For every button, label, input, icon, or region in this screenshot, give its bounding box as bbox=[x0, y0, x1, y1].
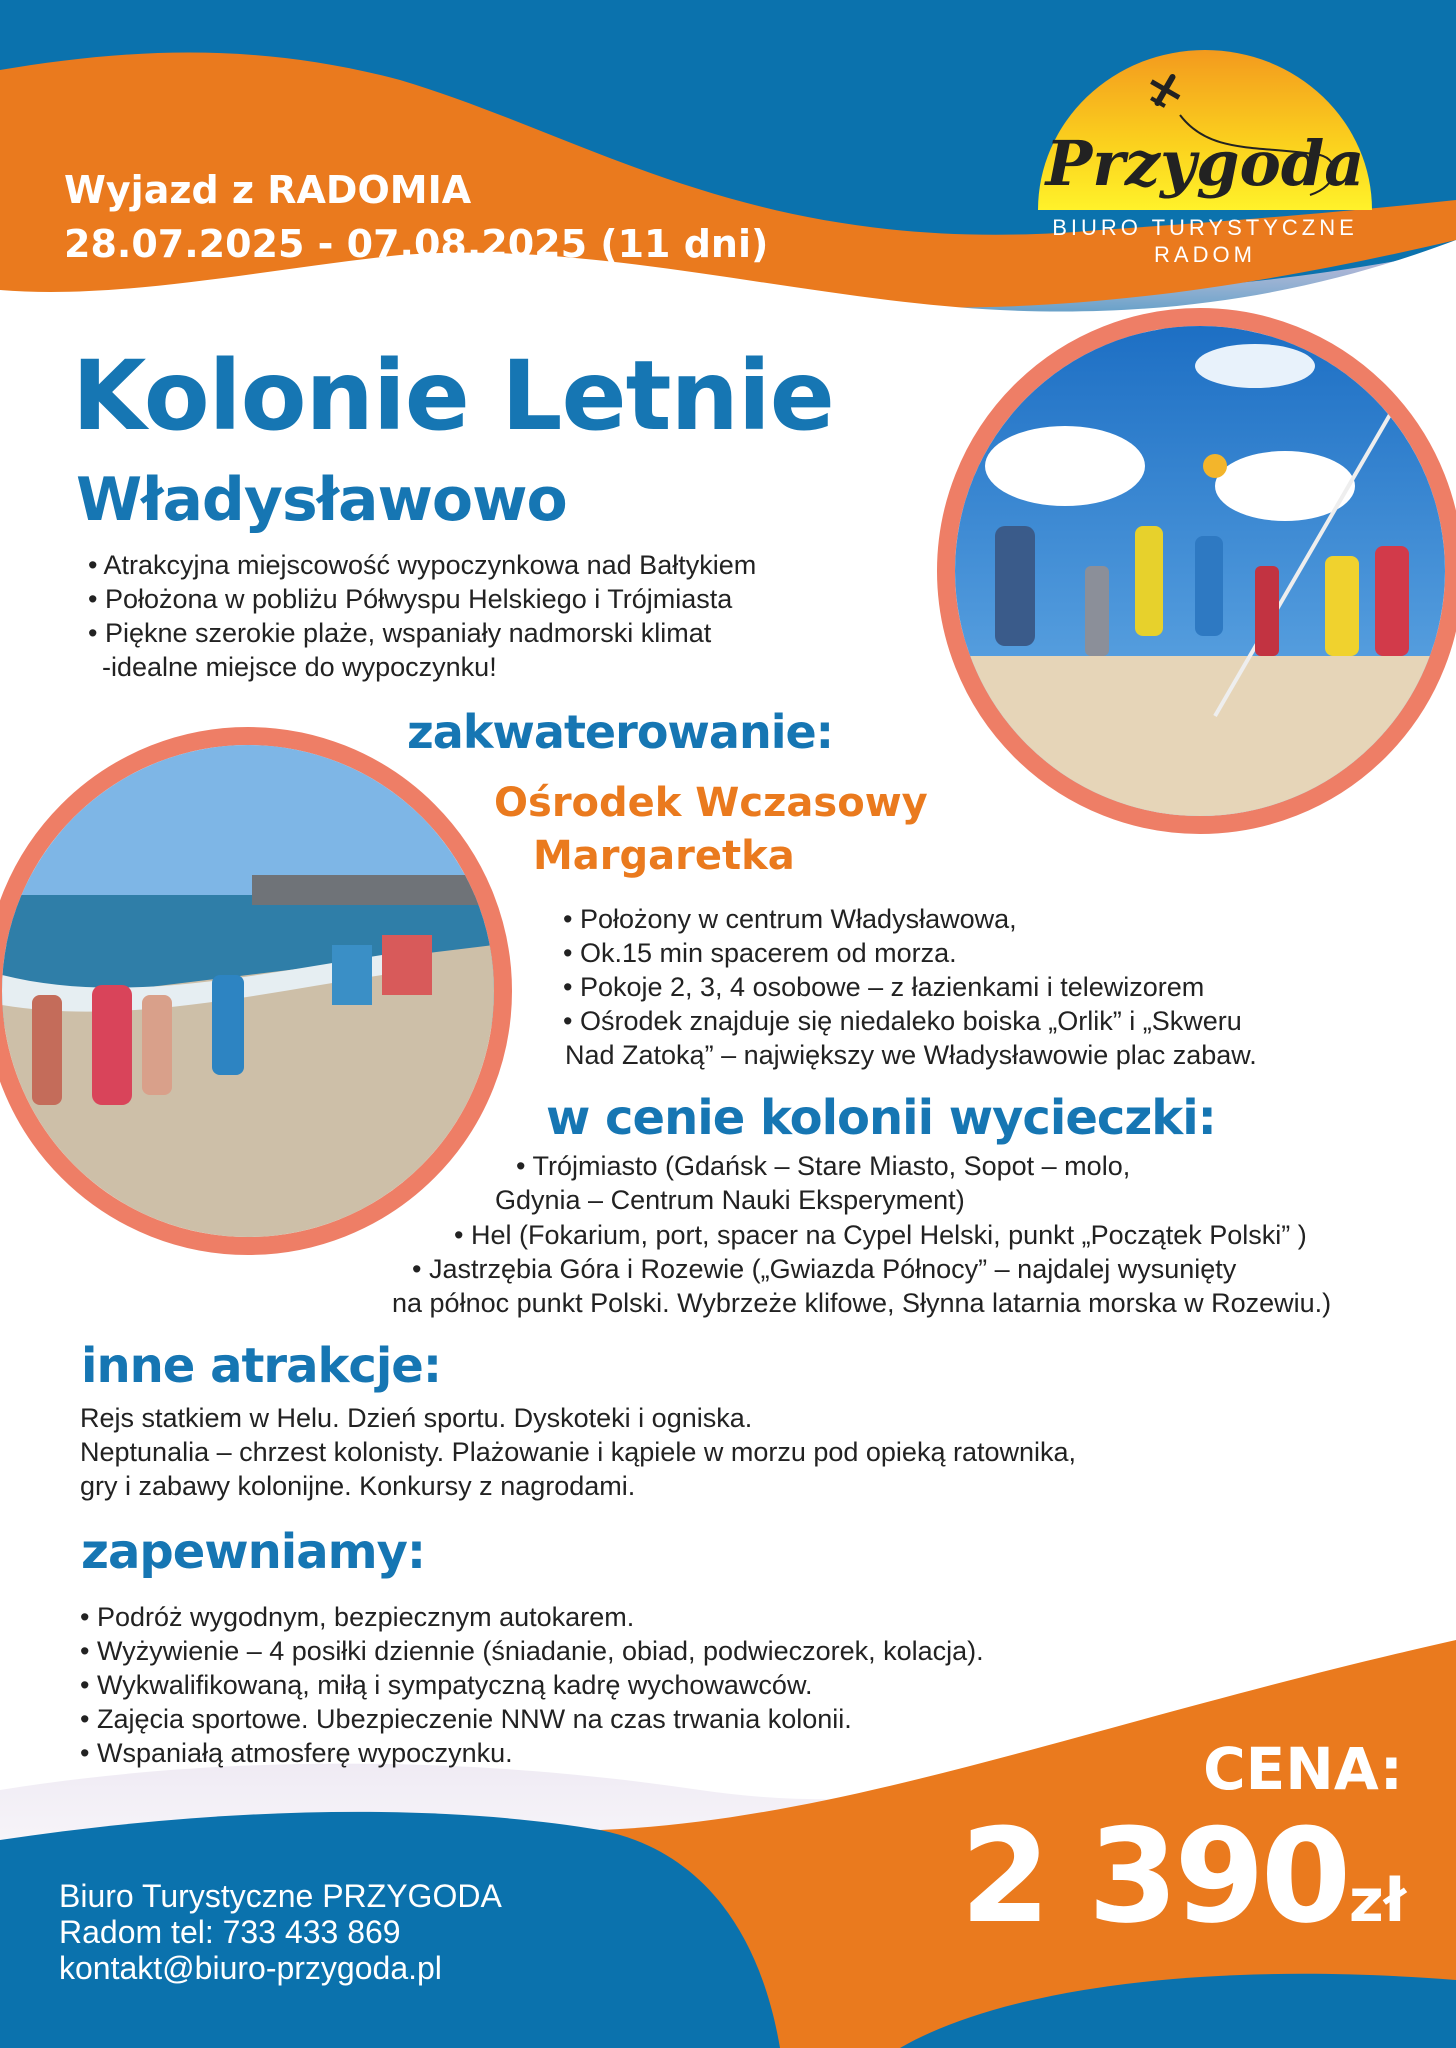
list-item: • Pokoje 2, 3, 4 osobowe – z łazienkami i telewizorem bbox=[563, 972, 1205, 1002]
trip-line: • Trójmiasto (Gdańsk – Stare Miasto, Sopot – molo, bbox=[516, 1151, 1131, 1181]
accommodation-heading: zakwaterowanie: bbox=[407, 705, 834, 759]
logo-subtitle: BIURO TURYSTYCZNE bbox=[1052, 215, 1358, 240]
provide-heading: zapewniamy: bbox=[81, 1524, 426, 1580]
volleyball-photo bbox=[937, 308, 1456, 834]
list-item: • Wspaniałą atmosferę wypoczynku. bbox=[80, 1738, 513, 1768]
location-title: Władysławowo bbox=[76, 465, 567, 535]
list-item: • Ok.15 min spacerem od morza. bbox=[563, 938, 957, 968]
logo-city: RADOM bbox=[1154, 242, 1256, 267]
footer-phone[interactable]: Radom tel: 733 433 869 bbox=[59, 1914, 401, 1950]
price-currency: zł bbox=[1348, 1866, 1406, 1936]
list-item: • Położona w pobliżu Półwyspu Helskiego i Trójmiasta bbox=[88, 584, 733, 614]
beach-photo bbox=[0, 727, 512, 1255]
trip-line: • Hel (Fokarium, port, spacer na Cypel Helski, punkt „Początek Polski” ) bbox=[454, 1220, 1307, 1250]
page-title: Kolonie Letnie bbox=[72, 340, 834, 452]
location-bullets bbox=[88, 548, 756, 684]
list-item: • Atrakcyjna miejscowość wypoczynkowa nad Bałtykiem bbox=[88, 550, 757, 580]
attractions-text bbox=[80, 1401, 1076, 1503]
attraction-line: gry i zabawy kolonijne. Konkursy z nagrodami. bbox=[80, 1471, 636, 1501]
list-item: • Piękne szerokie plaże, wspaniały nadmorski klimat bbox=[88, 618, 712, 648]
accommodation-name-line1: Ośrodek Wczasowy bbox=[494, 780, 928, 826]
price bbox=[960, 1800, 1406, 1952]
trip-line: na północ punkt Polski. Wybrzeże klifowe, Słynna latarnia morska w Rozewiu.) bbox=[392, 1288, 1332, 1318]
price-value: 2 390 bbox=[960, 1800, 1348, 1952]
list-item: -idealne miejsce do wypoczynku! bbox=[102, 652, 497, 682]
departure-text: Wyjazd z RADOMIA bbox=[64, 168, 472, 212]
list-item: • Wykwalifikowaną, miłą i sympatyczną kadrę wychowawców. bbox=[80, 1670, 813, 1700]
list-item: • Położony w centrum Władysławowa, bbox=[563, 904, 1017, 934]
list-item: • Wyżywienie – 4 posiłki dziennie (śniadanie, obiad, podwieczorek, kolacja). bbox=[80, 1636, 984, 1666]
attraction-line: Neptunalia – chrzest kolonisty. Plażowanie i kąpiele w morzu pod opieką ratownika, bbox=[80, 1437, 1077, 1467]
footer-email[interactable]: kontakt@biuro-przygoda.pl bbox=[59, 1950, 442, 1986]
trip-line: • Jastrzębia Góra i Rozewie („Gwiazda Północy” – najdalej wysunięty bbox=[412, 1254, 1237, 1284]
list-item: Nad Zatoką” – największy we Władysławowie plac zabaw. bbox=[565, 1040, 1257, 1070]
trips-heading: w cenie kolonii wycieczki: bbox=[546, 1090, 1216, 1146]
list-item: • Ośrodek znajduje się niedaleko boiska „Orlik” i „Skweru bbox=[563, 1006, 1242, 1036]
logo bbox=[1030, 45, 1380, 285]
attraction-line: Rejs statkiem w Helu. Dzień sportu. Dyskoteki i ogniska. bbox=[80, 1403, 753, 1433]
list-item: • Podróż wygodnym, bezpiecznym autokarem. bbox=[80, 1602, 635, 1632]
attractions-heading: inne atrakcje: bbox=[81, 1338, 442, 1394]
list-item: • Zajęcia sportowe. Ubezpieczenie NNW na czas trwania kolonii. bbox=[80, 1704, 852, 1734]
accommodation-bullets bbox=[563, 902, 1257, 1072]
price-label: CENA: bbox=[1203, 1735, 1403, 1803]
sun-logo-icon bbox=[1030, 45, 1380, 215]
dates-text: 28.07.2025 - 07.08.2025 (11 dni) bbox=[64, 222, 769, 266]
accommodation-name-line2: Margaretka bbox=[533, 833, 795, 879]
trip-line: Gdynia – Centrum Nauki Eksperyment) bbox=[495, 1185, 965, 1215]
provide-bullets bbox=[80, 1600, 984, 1770]
footer-company: Biuro Turystyczne PRZYGODA bbox=[59, 1878, 502, 1914]
svg-text:Przygoda: Przygoda bbox=[1045, 127, 1365, 200]
